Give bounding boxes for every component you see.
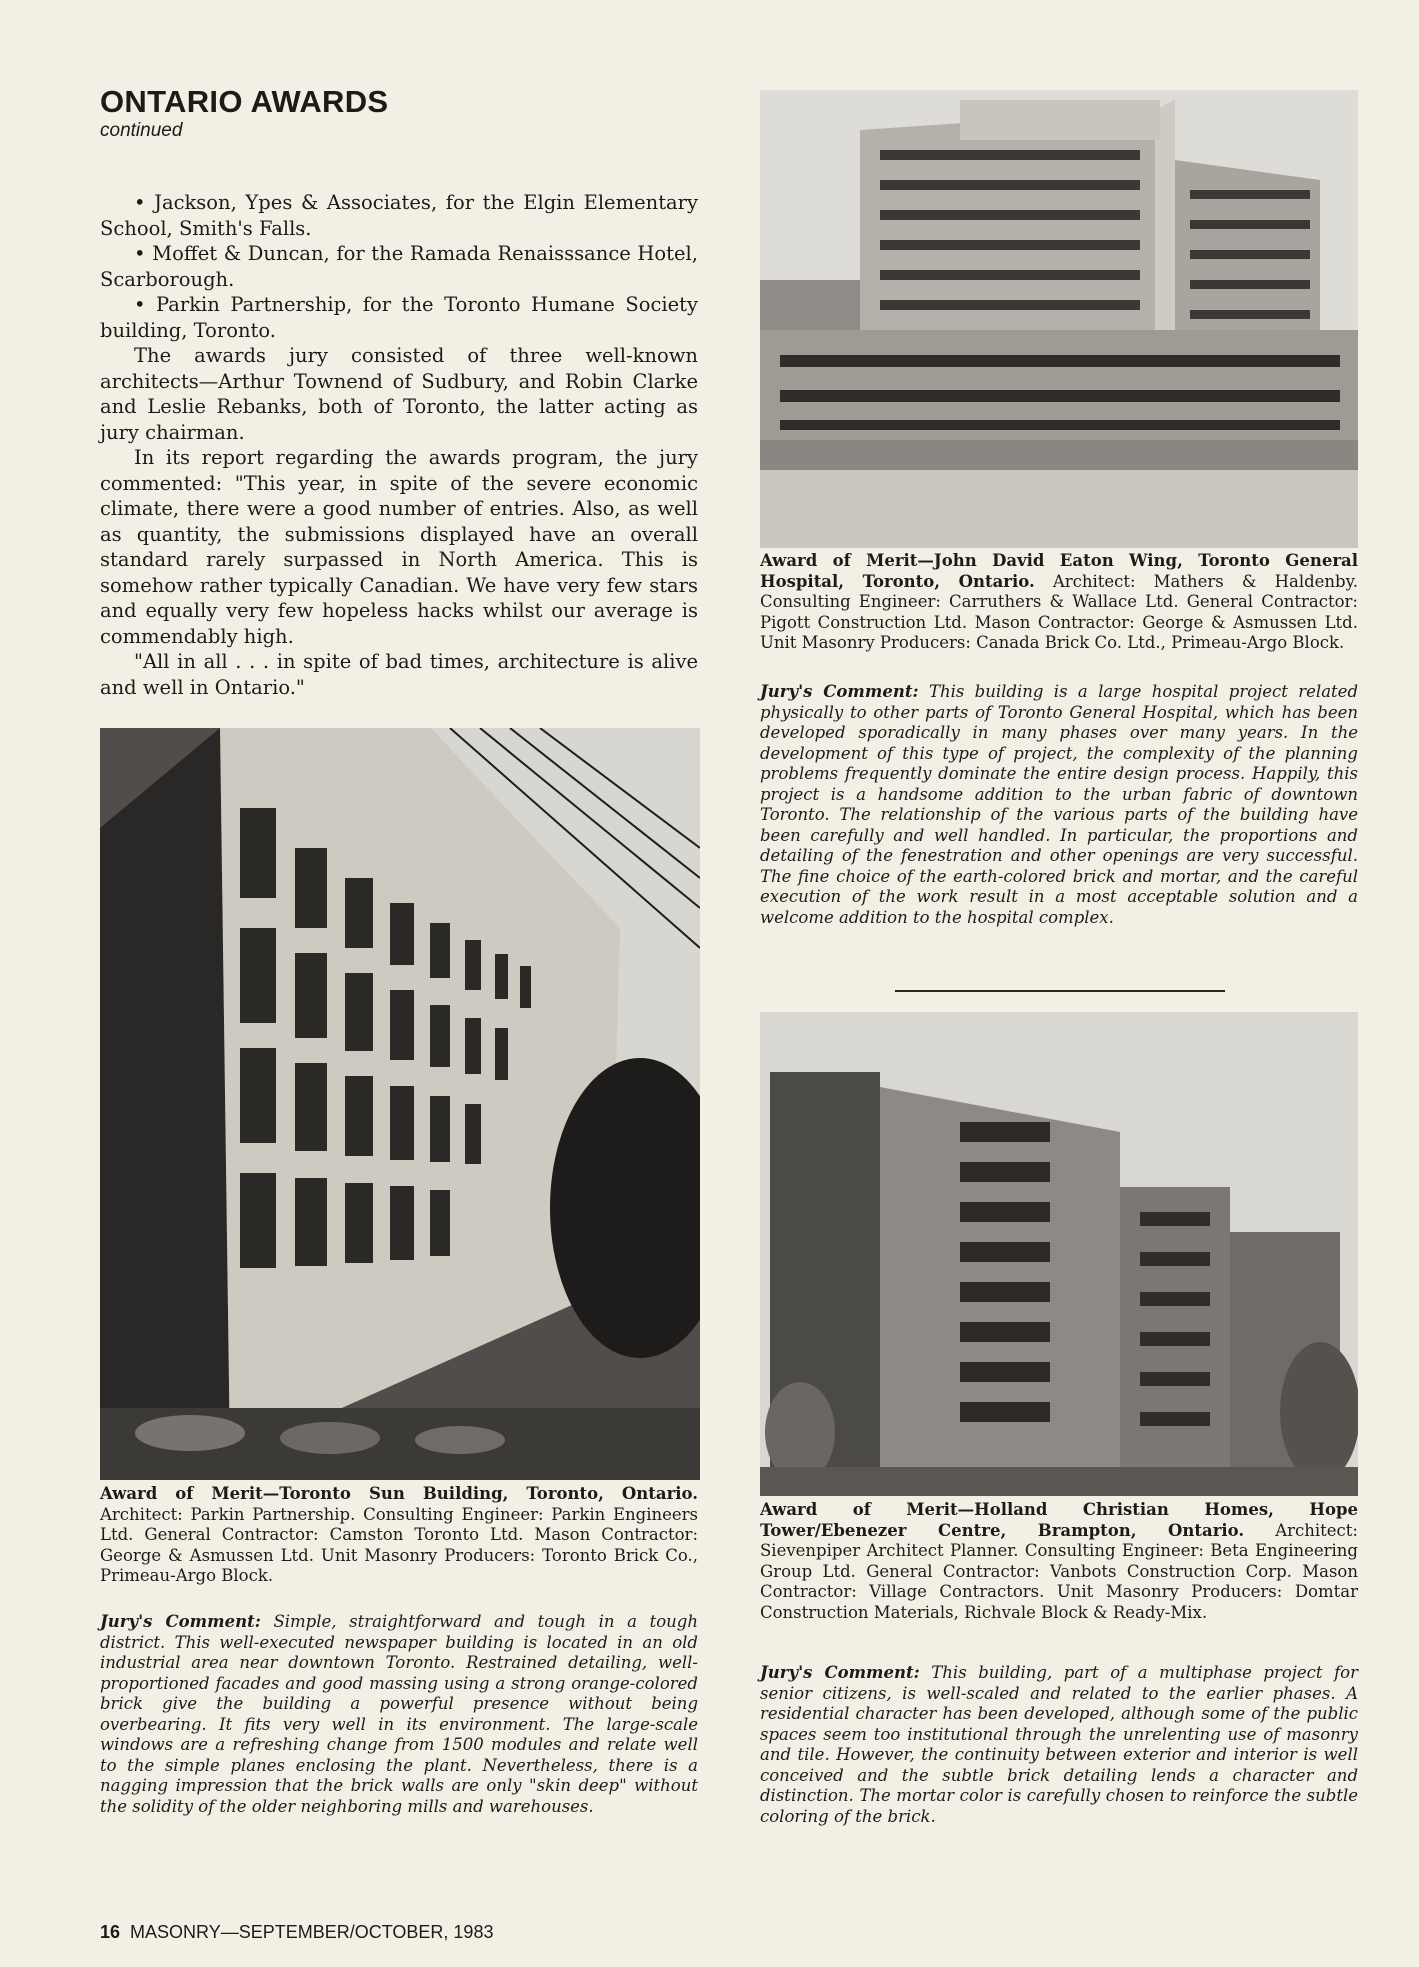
caption-holland-christian-homes xyxy=(760,1500,1358,1623)
caption-eaton-wing xyxy=(760,551,1358,654)
award-credits: Architect: Sievenpiper Architect Planner. Consulting Engineer: Beta Engineering Group Ltd. General Contractor: Vanbots Construction Corp. Mason Contractor: Village Contractors. Unit Masonry Producers: Domtar Construction Materials, Richvale Block & Ready-Mix. xyxy=(760,1520,1358,1622)
photo-holland-christian-homes xyxy=(760,1012,1358,1496)
comment-label: Jury's Comment: xyxy=(760,1663,920,1682)
jury-comment-toronto-sun xyxy=(100,1612,698,1817)
publication-line: MASONRY—SEPTEMBER/OCTOBER, 1983 xyxy=(130,1922,494,1942)
page-number: 16 xyxy=(100,1922,121,1942)
comment-text: Simple, straightforward and tough in a tough district. This well-executed newspaper building is located in an old industrial area near downtown Toronto. Restrained detailing, well-proportioned facades and good massing using a strong orange-colored brick give the building a powerful presence without being overbearing. It fits very well in its environment. The large-scale windows are a refreshing change from 1500 modules and relate well to the simple planes enclosing the plant. Nevertheless, there is a nagging impression that the brick walls are only "skin deep" without the solidity of the older neighboring mills and warehouses. xyxy=(100,1612,698,1816)
caption-toronto-sun xyxy=(100,1484,698,1587)
intro-paragraph: In its report regarding the awards program, the jury commented: "This year, in spite of the severe economic climate, there were a good number of entries. Also, as well as quantity, the submissions displayed have an overall standard rarely surpassed in North America. This is somehow rather typically Canadian. We have very few stars and equally very few hopeless hacks whilst our average is commendably high. xyxy=(100,446,698,648)
comment-label: Jury's Comment: xyxy=(100,1612,261,1631)
award-credits: Architect: Parkin Partnership. Consulting Engineer: Parkin Engineers Ltd. General Contractor: Camston Toronto Ltd. Mason Contractor: George & Asmussen Ltd. Unit Masonry Producers: Toronto Brick Co., Primeau-Argo Block. xyxy=(100,1504,698,1585)
page-title: ONTARIO AWARDS xyxy=(100,84,389,119)
photo-eaton-wing xyxy=(760,90,1358,548)
section-divider xyxy=(895,990,1225,992)
bullet-item: • Parkin Partnership, for the Toronto Humane Society building, Toronto. xyxy=(100,293,698,342)
photo-toronto-sun-building xyxy=(100,728,700,1480)
comment-text: This building, part of a multiphase project for senior citizens, is well-scaled and related to the earlier phases. A residential character has been developed, although some of the public spaces seem too institutional through the unrelenting use of masonry and tile. However, the continuity between exterior and interior is well conceived and the subtle brick detailing lends a character and distinction. The mortar color is carefully chosen to reinforce the subtle coloring of the brick. xyxy=(760,1663,1359,1826)
page-subtitle: continued xyxy=(100,120,183,141)
comment-label: Jury's Comment: xyxy=(760,682,919,701)
intro-paragraph: The awards jury consisted of three well-known architects—Arthur Townend of Sudbury, and Robin Clarke and Leslie Rebanks, both of Toronto, the latter acting as jury chairman. xyxy=(100,344,698,444)
award-credits: Architect: Mathers & Haldenby. Consulting Engineer: Carruthers & Wallace Ltd. General Contractor: Pigott Construction Ltd. Mason Contractor: George & Asmussen Ltd. Unit Masonry Producers: Canada Brick Co. Ltd., Primeau-Argo Block. xyxy=(760,571,1358,652)
bullet-item: • Moffet & Duncan, for the Ramada Renaisssance Hotel, Scarborough. xyxy=(100,242,698,291)
award-title: Award of Merit—John David Eaton Wing, Toronto General Hospital, Toronto, Ontario. xyxy=(760,551,1358,591)
intro-paragraph: "All in all . . . in spite of bad times, architecture is alive and well in Ontario." xyxy=(100,650,698,699)
page-footer xyxy=(100,1922,493,1943)
jury-comment-eaton-wing xyxy=(760,682,1358,928)
award-title: Award of Merit—Toronto Sun Building, Toronto, Ontario. xyxy=(100,1484,698,1503)
bullet-item: • Jackson, Ypes & Associates, for the Elgin Elementary School, Smith's Falls. xyxy=(100,191,698,240)
intro-text xyxy=(100,190,698,700)
comment-text: This building is a large hospital project related physically to other parts of Toronto General Hospital, which has been developed sporadically in many phases over many years. In the development of this type of project, the complexity of the planning problems frequently dominate the entire design process. Happily, this project is a handsome addition to the urban fabric of downtown Toronto. The relationship of the various parts of the building have been carefully and well handled. In particular, the proportions and detailing of the fenestration and other openings are very successful. The fine choice of the earth-colored brick and mortar, and the careful execution of the work result in a most acceptable solution and a welcome addition to the hospital complex. xyxy=(760,682,1359,927)
jury-comment-holland-christian-homes xyxy=(760,1663,1358,1827)
award-title: Award of Merit—Holland Christian Homes, Hope Tower/Ebenezer Centre, Brampton, Ontario. xyxy=(760,1500,1358,1540)
